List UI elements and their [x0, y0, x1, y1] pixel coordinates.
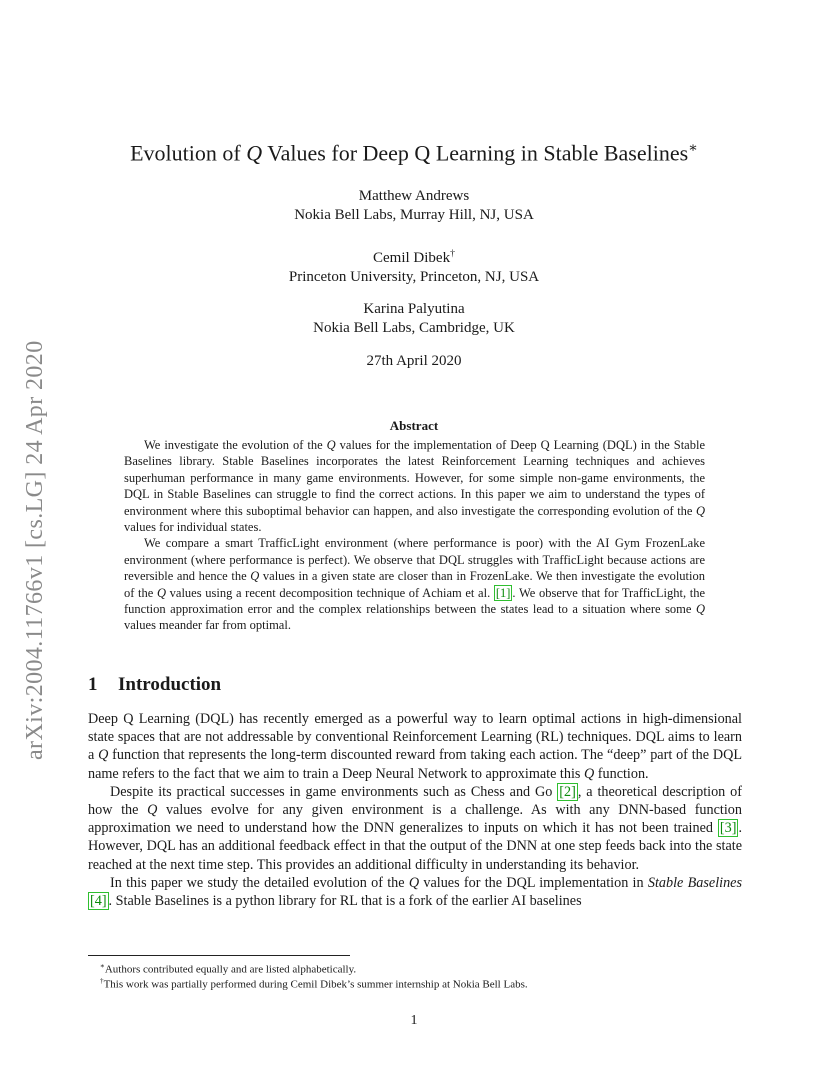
body-paragraph: Deep Q Learning (DQL) has recently emerged as a powerful way to learn optimal actions in high-dimensional state spaces that are not addressable by conventional Reinforcement Learning (RL) techniques. DQL aims to learn a Q function that represents the long-term discounted reward from taking each action. The “deep” part of the DQL name refers to the fact that we aim to train a Deep Neural Network to approximate this Q function. [88, 711, 742, 782]
citation-link[interactable]: [1] [495, 585, 511, 600]
author-block [0, 187, 828, 225]
abstract [124, 437, 705, 634]
body-paragraph: Despite its practical successes in game environments such as Chess and Go [2] , a theoretical description of how the Q values evolve for any given environment is a challenge. As with any DNN-based function approximation we need to understand how the DNN generalizes to inputs on which it has not been trained [3] . However, DQL has an additional feedback effect in that the output of the DNN at one step feeds back into the state reached at the next time step. This provides an additional difficulty in understanding its behavior. [88, 783, 742, 873]
citation-link[interactable]: [3] [719, 820, 737, 837]
abstract-paragraph: We investigate the evolution of the Q values for the implementation of Deep Q Learning (DQL) in the Stable Baselines library. Stable Baselines incorporates the latest Reinforcement Learning techniques and achieves superhuman performance in many game environments. However, for some simple non-game environments, the DQL in Stable Baselines can struggle to find the correct actions. In this paper we aim to understand the types of environment where this suboptimal behavior can happen, and also investigate the corresponding evolution of the Q values for individual states. [124, 438, 706, 535]
author-name: Karina Palyutina [363, 301, 465, 317]
author-block [0, 300, 828, 338]
author-name: Matthew Andrews [358, 188, 470, 204]
page-number: 1 [410, 1013, 418, 1028]
citation-link[interactable]: [2] [559, 783, 576, 800]
body-paragraph: In this paper we study the detailed evolution of the Q values for the DQL implementation in Stable Baselines [4] . Stable Baselines is a python library for RL that is a fork of the earlier AI baselines [90, 874, 742, 910]
author-affiliation: Nokia Bell Labs, Murray Hill, NJ, USA [294, 207, 534, 223]
citation-link[interactable]: [4] [90, 893, 107, 910]
footnote-rule [88, 955, 350, 956]
section-heading: 1 Introduction [88, 674, 222, 695]
author-block [0, 244, 828, 287]
footnote: †This work was partially performed during Cemil Dibek’s summer internship at Nokia Bell Labs. [100, 977, 528, 991]
body-text [88, 710, 742, 910]
arxiv-stamp: arXiv:2004.11766v1 [cs.LG] 24 Apr 2020 [22, 340, 48, 760]
author-name: Cemil Dibek† [373, 248, 455, 266]
author-affiliation: Nokia Bell Labs, Cambridge, UK [313, 320, 515, 336]
paper-date: 27th April 2020 [366, 353, 462, 369]
author-affiliation: Princeton University, Princeton, NJ, USA [288, 269, 540, 285]
paper-title: Evolution of Q Values for Deep Q Learning in Stable Baselines∗ [130, 140, 698, 166]
abstract-heading: Abstract [389, 418, 439, 433]
abstract-paragraph: We compare a smart TrafficLight environment (where performance is poor) with the AI Gym FrozenLake environment (where performance is perfect). We observe that DQL struggles with TrafficLight because actions are reversible and hence the Q values in a given state are closer than in FrozenLake. We then investigate the evolution of the Q values using a recent decomposition technique of Achiam et al. [1] . We observe that for TrafficLight, the function approximation error and the complex relationships between the states lead to a situation where some Q values meander far from optimal. [124, 536, 705, 633]
footnote: ∗Authors contributed equally and are listed alphabetically. [100, 962, 357, 976]
